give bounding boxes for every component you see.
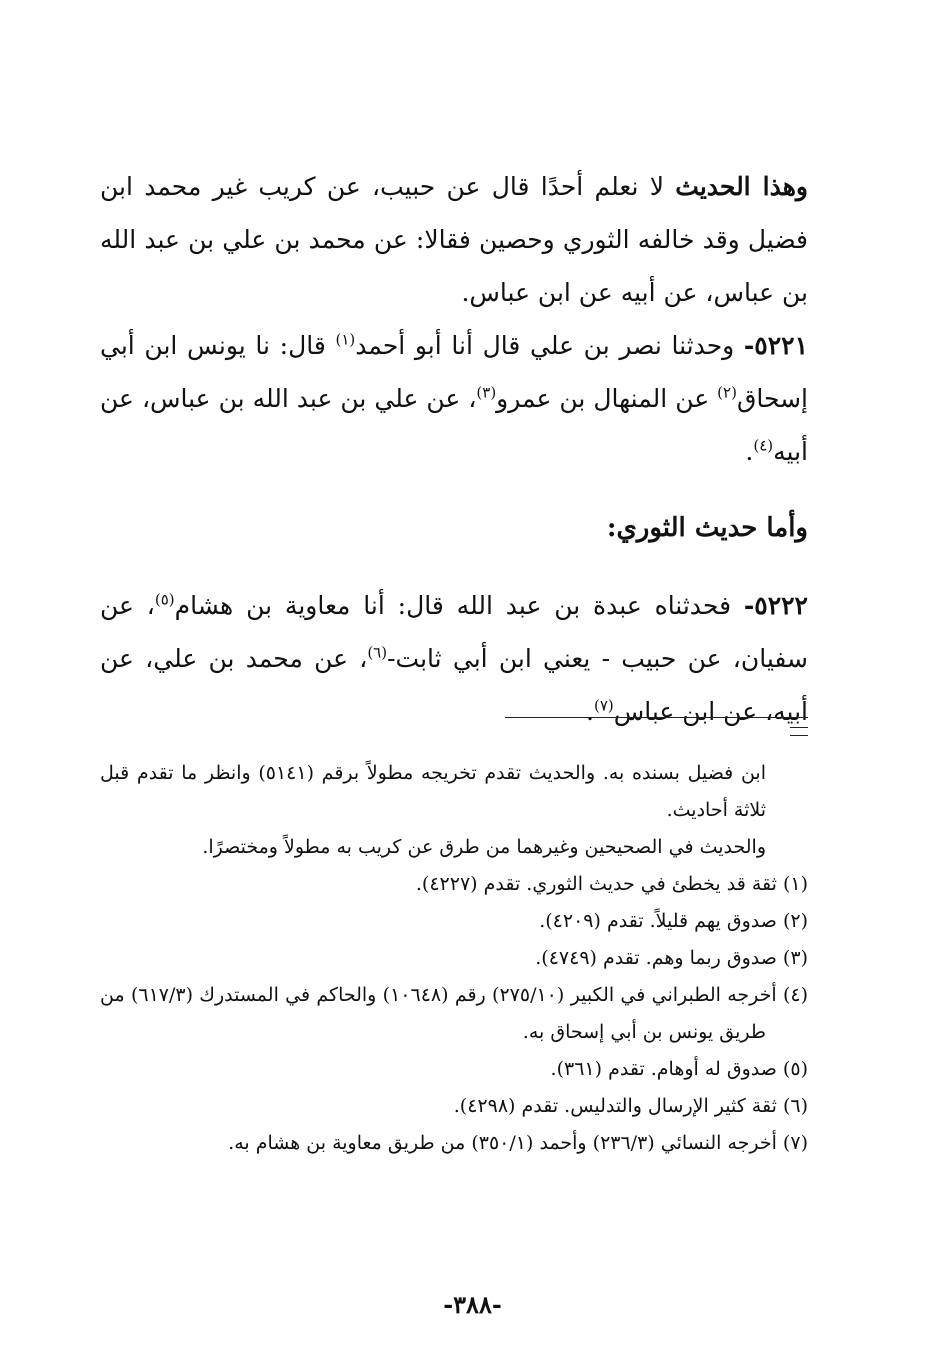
footnote-ref[interactable]: (٢): [717, 383, 737, 402]
hadith-text: عن المنهال بن عمرو: [496, 384, 718, 413]
paragraph-intro: [100, 160, 808, 319]
footnote-ref[interactable]: (٣): [476, 383, 497, 402]
footnote-continuation: ابن فضيل بسنده به. والحديث تقدم تخريجه مطولاً برقم (٥١٤١) وانظر ما تقدم قبل ثلاثة أحاديث.: [100, 762, 766, 821]
hadith-number: ٥٢٢٢-: [743, 591, 808, 620]
footnote-ref[interactable]: (١): [335, 330, 356, 349]
hadith-text: ، عن علي بن عبد الله بن عباس، عن أبيه: [100, 384, 808, 466]
hadith-number: ٥٢٢١-: [743, 331, 808, 360]
footnote-separator: [505, 717, 808, 718]
hadith-text: .: [586, 697, 594, 726]
footnote-2: (٢) صدوق يهم قليلاً. تقدم (٤٢٠٩).: [539, 910, 808, 932]
hadith-text: وحدثنا نصر بن علي قال أنا أبو أحمد: [355, 331, 744, 360]
hadith-text: ، عن محمد بن علي، عن أبيه، عن ابن عباس: [100, 644, 808, 726]
hadith-text: فحدثناه عبدة بن عبد الله قال: أنا معاوية بن هشام: [174, 591, 744, 620]
footnote-ref[interactable]: (٥): [154, 590, 175, 609]
footnote-ref[interactable]: (٤): [753, 436, 774, 455]
footnote-continuation: والحديث في الصحيحين وغيرهما من طرق عن كريب به مطولاً ومختصرًا.: [202, 836, 766, 858]
footnote-5: (٥) صدوق له أوهام. تقدم (٣٦١).: [550, 1058, 808, 1080]
footnote-1: (١) ثقة قد يخطئ في حديث الثوري. تقدم (٤٢٢٧).: [415, 873, 808, 895]
main-text: [100, 160, 808, 738]
footnote-4: (٤) أخرجه الطبراني في الكبير (٢٧٥/١٠) رقم (١٠٦٤٨) والحاكم في المستدرك (٦١٧/٣) من طريق يونس بن أبي إسحاق به.: [100, 984, 809, 1043]
intro-text: لا نعلم أحدًا قال عن حبيب، عن كريب غير محمد ابن فضيل وقد خالفه الثوري وحصين فقالا: عن محمد بن علي بن عبد الله بن عباس، عن أبيه عن ابن عباس.: [100, 172, 808, 307]
footnotes: [100, 755, 808, 1162]
continuation-mark: [790, 727, 808, 736]
hadith-text: ، عن سفيان، عن حبيب - يعني ابن أبي ثابت-: [100, 591, 808, 673]
page-number: -٣٨٨-: [443, 1290, 502, 1319]
footnote-ref[interactable]: (٦): [367, 643, 388, 662]
hadith-5222: [100, 579, 808, 738]
section-heading: وأما حديث الثوري:: [606, 513, 808, 543]
lead-phrase: وهذا الحديث: [675, 172, 808, 201]
hadith-text: .: [745, 437, 754, 466]
footnote-3: (٣) صدوق ربما وهم. تقدم (٤٧٤٩).: [535, 947, 808, 969]
footnote-7: (٧) أخرجه النسائي (٢٣٦/٣) وأحمد (٣٥٠/١) من طريق معاوية بن هشام به.: [228, 1132, 808, 1154]
hadith-5221: [100, 319, 808, 478]
footnote-ref[interactable]: (٧): [593, 696, 614, 715]
footnote-6: (٦) ثقة كثير الإرسال والتدليس. تقدم (٤٢٩٨).: [453, 1095, 808, 1117]
hadith-text: قال: نا يونس ابن أبي إسحاق: [100, 331, 808, 413]
